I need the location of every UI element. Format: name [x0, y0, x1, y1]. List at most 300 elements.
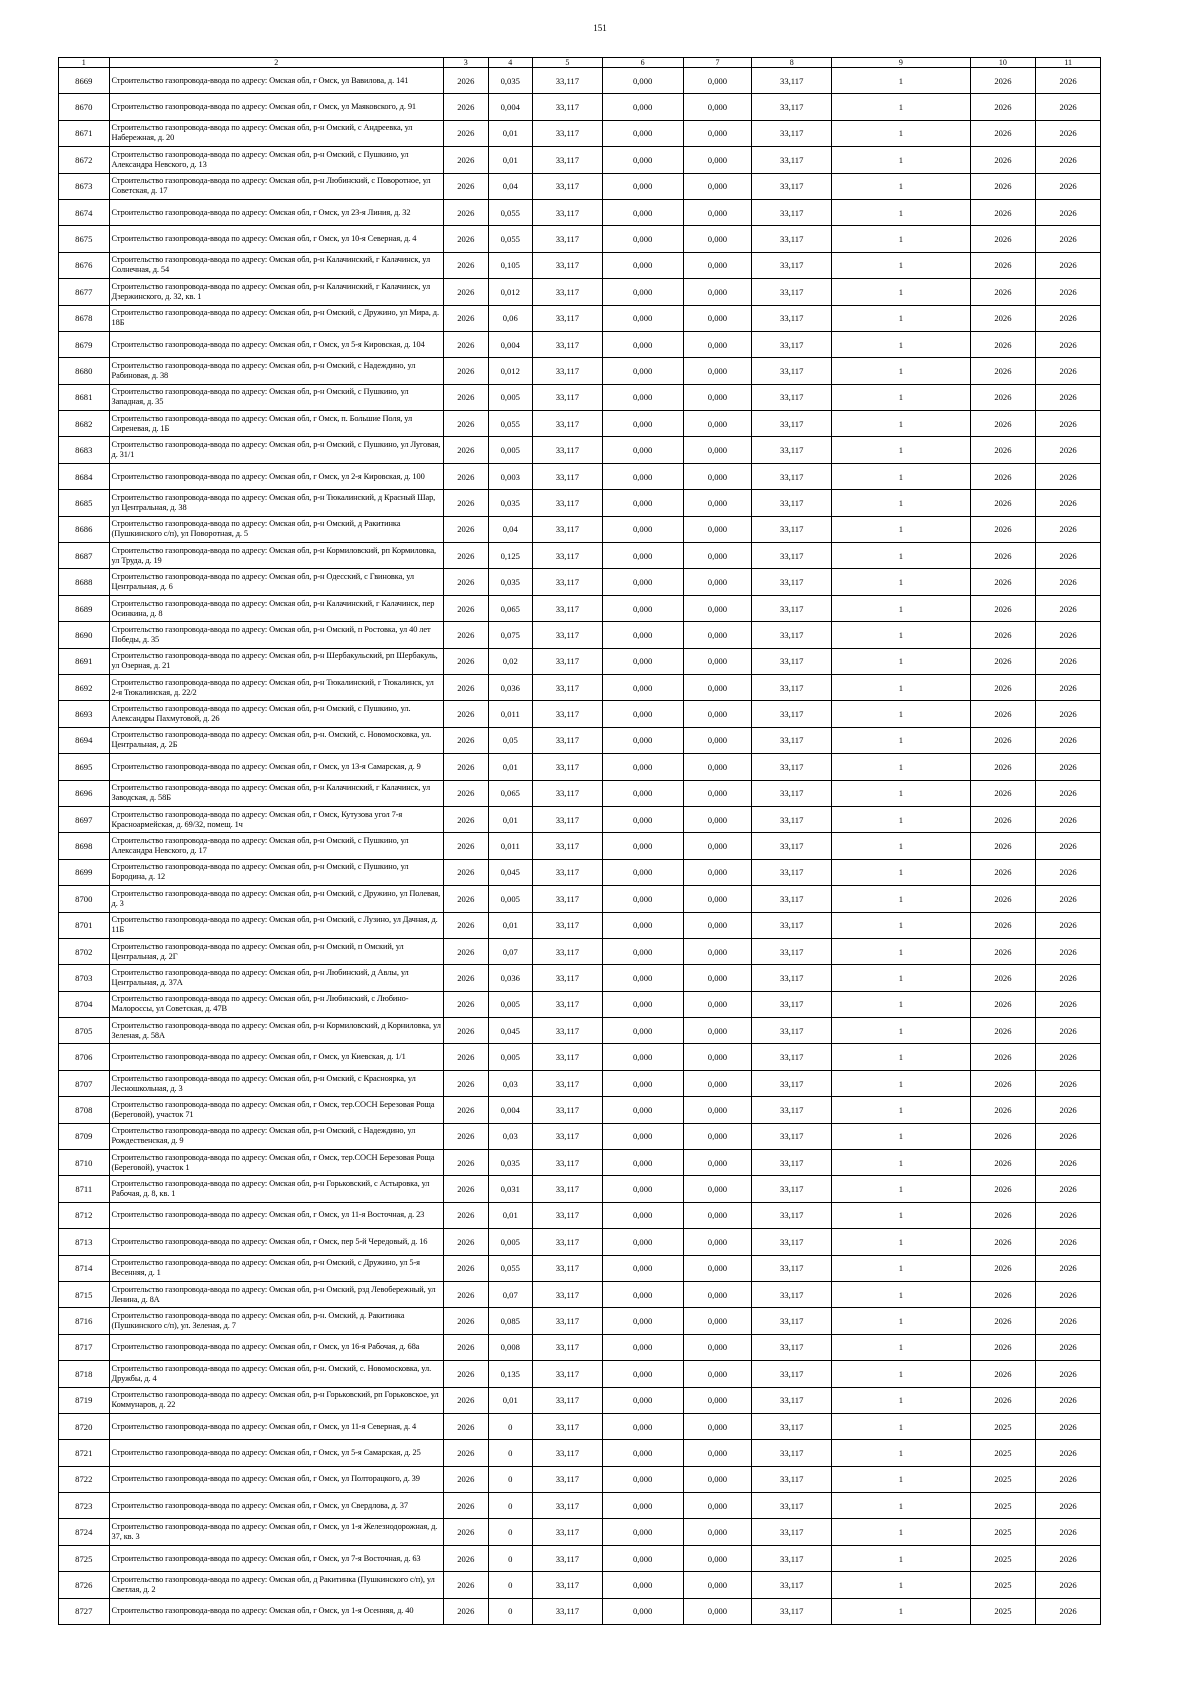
cell-cost-total: 33,117 [533, 648, 603, 674]
cell-cost-c: 33,117 [752, 490, 832, 516]
cell-year: 2026 [444, 1572, 488, 1598]
cell-count: 1 [832, 1545, 970, 1571]
cell-description: Строительство газопровода-ввода по адресу: Омская обл, р-н Калачинский, г Калачинск, ул Дзержинского, д. 32, кв. 1 [109, 279, 444, 305]
cell-cost-a: 0,000 [602, 886, 683, 912]
cell-end-year: 2026 [1036, 569, 1101, 595]
cell-description: Строительство газопровода-ввода по адресу: Омская обл, г Омск, ул 23-я Линия, д. 32 [109, 199, 444, 225]
cell-year: 2026 [444, 516, 488, 542]
cell-count: 1 [832, 1440, 970, 1466]
cell-count: 1 [832, 252, 970, 278]
cell-cost-total: 33,117 [533, 727, 603, 753]
cell-count: 1 [832, 833, 970, 859]
cell-end-year: 2026 [1036, 331, 1101, 357]
cell-row-number: 8716 [59, 1308, 110, 1334]
cell-row-number: 8691 [59, 648, 110, 674]
table-row [59, 806, 1101, 832]
cell-cost-a: 0,000 [602, 516, 683, 542]
cell-cost-total: 33,117 [533, 1361, 603, 1387]
table-row [59, 622, 1101, 648]
cell-cost-a: 0,000 [602, 1018, 683, 1044]
cell-cost-c: 33,117 [752, 199, 832, 225]
cell-year: 2026 [444, 1018, 488, 1044]
cell-length: 0,011 [488, 833, 532, 859]
cell-start-year: 2025 [970, 1519, 1036, 1545]
table-row [59, 1308, 1101, 1334]
cell-count: 1 [832, 1466, 970, 1492]
table-row [59, 331, 1101, 357]
header-cell-7: 7 [683, 58, 752, 68]
cell-year: 2026 [444, 1281, 488, 1307]
cell-cost-a: 0,000 [602, 1202, 683, 1228]
table-row [59, 1281, 1101, 1307]
cell-length: 0,04 [488, 173, 532, 199]
cell-start-year: 2026 [970, 1255, 1036, 1281]
cell-count: 1 [832, 912, 970, 938]
cell-start-year: 2026 [970, 754, 1036, 780]
cell-end-year: 2026 [1036, 1070, 1101, 1096]
cell-row-number: 8720 [59, 1413, 110, 1439]
cell-cost-c: 33,117 [752, 622, 832, 648]
cell-start-year: 2026 [970, 1308, 1036, 1334]
cell-cost-a: 0,000 [602, 912, 683, 938]
cell-description: Строительство газопровода-ввода по адресу: Омская обл, р-н Шербакульский, рп Шербакуль, ул Озерная, д. 21 [109, 648, 444, 674]
cell-length: 0,003 [488, 463, 532, 489]
cell-cost-total: 33,117 [533, 674, 603, 700]
cell-cost-b: 0,000 [683, 94, 752, 120]
cell-count: 1 [832, 701, 970, 727]
cell-count: 1 [832, 331, 970, 357]
cell-cost-total: 33,117 [533, 595, 603, 621]
cell-cost-b: 0,000 [683, 1150, 752, 1176]
cell-cost-b: 0,000 [683, 701, 752, 727]
table-row [59, 358, 1101, 384]
cell-cost-b: 0,000 [683, 1308, 752, 1334]
cell-cost-a: 0,000 [602, 806, 683, 832]
cell-cost-c: 33,117 [752, 1097, 832, 1123]
cell-cost-c: 33,117 [752, 94, 832, 120]
cell-description: Строительство газопровода-ввода по адресу: Омская обл, д Ракитинка (Пушкинского с/п), ул Светлая, д. 2 [109, 1572, 444, 1598]
cell-length: 0 [488, 1598, 532, 1624]
cell-length: 0,035 [488, 490, 532, 516]
cell-cost-b: 0,000 [683, 490, 752, 516]
header-cell-5: 5 [533, 58, 603, 68]
cell-count: 1 [832, 595, 970, 621]
cell-cost-c: 33,117 [752, 965, 832, 991]
cell-row-number: 8721 [59, 1440, 110, 1466]
cell-end-year: 2026 [1036, 1413, 1101, 1439]
cell-start-year: 2026 [970, 727, 1036, 753]
cell-cost-b: 0,000 [683, 938, 752, 964]
cell-row-number: 8678 [59, 305, 110, 331]
cell-cost-b: 0,000 [683, 674, 752, 700]
cell-end-year: 2026 [1036, 1176, 1101, 1202]
cell-cost-total: 33,117 [533, 622, 603, 648]
cell-cost-b: 0,000 [683, 411, 752, 437]
cell-start-year: 2026 [970, 1018, 1036, 1044]
cell-end-year: 2026 [1036, 120, 1101, 146]
cell-cost-b: 0,000 [683, 1466, 752, 1492]
cell-cost-b: 0,000 [683, 1097, 752, 1123]
cell-year: 2026 [444, 833, 488, 859]
cell-year: 2026 [444, 622, 488, 648]
cell-end-year: 2026 [1036, 1255, 1101, 1281]
cell-cost-total: 33,117 [533, 938, 603, 964]
cell-year: 2026 [444, 226, 488, 252]
cell-cost-a: 0,000 [602, 384, 683, 410]
cell-cost-a: 0,000 [602, 965, 683, 991]
cell-year: 2026 [444, 331, 488, 357]
cell-cost-a: 0,000 [602, 1070, 683, 1096]
cell-description: Строительство газопровода-ввода по адресу: Омская обл, г Омск, ул 5-я Кировская, д. 104 [109, 331, 444, 357]
cell-start-year: 2026 [970, 384, 1036, 410]
cell-length: 0,03 [488, 1070, 532, 1096]
table-row [59, 516, 1101, 542]
table-row [59, 1466, 1101, 1492]
table-row [59, 727, 1101, 753]
cell-year: 2026 [444, 1466, 488, 1492]
cell-cost-total: 33,117 [533, 199, 603, 225]
cell-cost-c: 33,117 [752, 1440, 832, 1466]
cell-cost-b: 0,000 [683, 120, 752, 146]
cell-cost-a: 0,000 [602, 437, 683, 463]
table-row [59, 1493, 1101, 1519]
table-row [59, 199, 1101, 225]
cell-count: 1 [832, 1176, 970, 1202]
cell-cost-c: 33,117 [752, 1334, 832, 1360]
cell-cost-c: 33,117 [752, 1545, 832, 1571]
cell-count: 1 [832, 1202, 970, 1228]
cell-row-number: 8686 [59, 516, 110, 542]
cell-row-number: 8700 [59, 886, 110, 912]
cell-cost-total: 33,117 [533, 490, 603, 516]
cell-cost-c: 33,117 [752, 780, 832, 806]
cell-count: 1 [832, 727, 970, 753]
cell-end-year: 2026 [1036, 780, 1101, 806]
cell-length: 0 [488, 1413, 532, 1439]
cell-cost-b: 0,000 [683, 780, 752, 806]
cell-cost-c: 33,117 [752, 595, 832, 621]
cell-start-year: 2026 [970, 648, 1036, 674]
cell-cost-a: 0,000 [602, 305, 683, 331]
table-row [59, 1150, 1101, 1176]
cell-length: 0,04 [488, 516, 532, 542]
cell-cost-total: 33,117 [533, 516, 603, 542]
cell-cost-b: 0,000 [683, 226, 752, 252]
table-row [59, 279, 1101, 305]
cell-end-year: 2026 [1036, 674, 1101, 700]
cell-length: 0,035 [488, 569, 532, 595]
cell-cost-total: 33,117 [533, 886, 603, 912]
cell-description: Строительство газопровода-ввода по адресу: Омская обл, р-н Любинский, д Авлы, ул Центральная, д. 37А [109, 965, 444, 991]
cell-row-number: 8695 [59, 754, 110, 780]
cell-year: 2026 [444, 490, 488, 516]
cell-row-number: 8704 [59, 991, 110, 1017]
cell-count: 1 [832, 1413, 970, 1439]
cell-cost-c: 33,117 [752, 1308, 832, 1334]
cell-row-number: 8682 [59, 411, 110, 437]
cell-row-number: 8673 [59, 173, 110, 199]
cell-length: 0,075 [488, 622, 532, 648]
cell-count: 1 [832, 1018, 970, 1044]
cell-cost-b: 0,000 [683, 1572, 752, 1598]
cell-description: Строительство газопровода-ввода по адресу: Омская обл, р-н Омский, с Пушкино, ул. Александры Пахмутовой, д. 26 [109, 701, 444, 727]
cell-year: 2026 [444, 199, 488, 225]
cell-cost-b: 0,000 [683, 806, 752, 832]
cell-cost-b: 0,000 [683, 1123, 752, 1149]
cell-cost-b: 0,000 [683, 68, 752, 94]
cell-cost-c: 33,117 [752, 569, 832, 595]
cell-cost-c: 33,117 [752, 674, 832, 700]
cell-start-year: 2026 [970, 199, 1036, 225]
cell-length: 0,01 [488, 147, 532, 173]
cell-length: 0,036 [488, 965, 532, 991]
cell-cost-total: 33,117 [533, 358, 603, 384]
cell-description: Строительство газопровода-ввода по адресу: Омская обл, р-н Омский, с Пушкино, ул Александра Невского, д. 13 [109, 147, 444, 173]
cell-start-year: 2025 [970, 1493, 1036, 1519]
cell-year: 2026 [444, 1044, 488, 1070]
cell-cost-b: 0,000 [683, 1176, 752, 1202]
cell-cost-b: 0,000 [683, 991, 752, 1017]
cell-cost-c: 33,117 [752, 912, 832, 938]
cell-end-year: 2026 [1036, 1308, 1101, 1334]
table-row [59, 1070, 1101, 1096]
cell-cost-a: 0,000 [602, 1281, 683, 1307]
cell-cost-b: 0,000 [683, 384, 752, 410]
table-row [59, 1361, 1101, 1387]
table-row [59, 1123, 1101, 1149]
table-row [59, 1097, 1101, 1123]
cell-row-number: 8693 [59, 701, 110, 727]
cell-count: 1 [832, 938, 970, 964]
cell-year: 2026 [444, 727, 488, 753]
cell-end-year: 2026 [1036, 754, 1101, 780]
cell-count: 1 [832, 120, 970, 146]
cell-cost-total: 33,117 [533, 1097, 603, 1123]
table-row [59, 1545, 1101, 1571]
cell-cost-a: 0,000 [602, 279, 683, 305]
cell-cost-b: 0,000 [683, 754, 752, 780]
cell-row-number: 8699 [59, 859, 110, 885]
table-row [59, 543, 1101, 569]
table-row [59, 147, 1101, 173]
cell-row-number: 8696 [59, 780, 110, 806]
cell-cost-a: 0,000 [602, 1176, 683, 1202]
cell-year: 2026 [444, 305, 488, 331]
cell-cost-c: 33,117 [752, 305, 832, 331]
cell-count: 1 [832, 1097, 970, 1123]
cell-cost-total: 33,117 [533, 1018, 603, 1044]
cell-cost-total: 33,117 [533, 1387, 603, 1413]
cell-cost-total: 33,117 [533, 1598, 603, 1624]
cell-description: Строительство газопровода-ввода по адресу: Омская обл, р-н Омский, с Пушкино, ул Луговая, д. 31/1 [109, 437, 444, 463]
cell-row-number: 8697 [59, 806, 110, 832]
cell-start-year: 2026 [970, 780, 1036, 806]
cell-cost-total: 33,117 [533, 1572, 603, 1598]
cell-cost-b: 0,000 [683, 859, 752, 885]
cell-cost-b: 0,000 [683, 1387, 752, 1413]
cell-cost-c: 33,117 [752, 1519, 832, 1545]
cell-start-year: 2026 [970, 411, 1036, 437]
cell-cost-b: 0,000 [683, 727, 752, 753]
cell-cost-a: 0,000 [602, 1229, 683, 1255]
cell-cost-c: 33,117 [752, 147, 832, 173]
cell-length: 0,031 [488, 1176, 532, 1202]
cell-start-year: 2026 [970, 806, 1036, 832]
table-row [59, 1387, 1101, 1413]
cell-description: Строительство газопровода-ввода по адресу: Омская обл, р-н Калачинский, г Калачинск, ул Солнечная, д. 54 [109, 252, 444, 278]
cell-year: 2026 [444, 806, 488, 832]
cell-cost-a: 0,000 [602, 1255, 683, 1281]
cell-cost-c: 33,117 [752, 1176, 832, 1202]
table-row [59, 912, 1101, 938]
cell-start-year: 2025 [970, 1545, 1036, 1571]
cell-length: 0 [488, 1466, 532, 1492]
cell-count: 1 [832, 358, 970, 384]
cell-year: 2026 [444, 912, 488, 938]
cell-cost-c: 33,117 [752, 1361, 832, 1387]
cell-end-year: 2026 [1036, 648, 1101, 674]
cell-year: 2026 [444, 701, 488, 727]
cell-row-number: 8677 [59, 279, 110, 305]
cell-end-year: 2026 [1036, 1598, 1101, 1624]
cell-cost-a: 0,000 [602, 1440, 683, 1466]
cell-start-year: 2026 [970, 226, 1036, 252]
cell-count: 1 [832, 1308, 970, 1334]
cell-count: 1 [832, 226, 970, 252]
cell-description: Строительство газопровода-ввода по адресу: Омская обл, г Омск, ул 1-я Осенняя, д. 40 [109, 1598, 444, 1624]
cell-length: 0,03 [488, 1123, 532, 1149]
cell-count: 1 [832, 463, 970, 489]
cell-end-year: 2026 [1036, 965, 1101, 991]
table-row [59, 938, 1101, 964]
table-row [59, 490, 1101, 516]
cell-length: 0,005 [488, 384, 532, 410]
cell-cost-total: 33,117 [533, 1466, 603, 1492]
table-row [59, 569, 1101, 595]
cell-cost-total: 33,117 [533, 1070, 603, 1096]
cell-cost-c: 33,117 [752, 463, 832, 489]
cell-description: Строительство газопровода-ввода по адресу: Омская обл, г Омск, ул 13-я Самарская, д. 9 [109, 754, 444, 780]
cell-count: 1 [832, 543, 970, 569]
cell-description: Строительство газопровода-ввода по адресу: Омская обл, р-н Горьковский, рп Горьковское, ул Коммунаров, д. 22 [109, 1387, 444, 1413]
table-row [59, 1176, 1101, 1202]
cell-description: Строительство газопровода-ввода по адресу: Омская обл, г Омск, ул 10-я Северная, д. 4 [109, 226, 444, 252]
cell-end-year: 2026 [1036, 727, 1101, 753]
cell-cost-a: 0,000 [602, 648, 683, 674]
cell-row-number: 8717 [59, 1334, 110, 1360]
cell-cost-a: 0,000 [602, 147, 683, 173]
cell-end-year: 2026 [1036, 358, 1101, 384]
cell-year: 2026 [444, 1070, 488, 1096]
cell-year: 2026 [444, 463, 488, 489]
cell-start-year: 2026 [970, 622, 1036, 648]
cell-cost-c: 33,117 [752, 1202, 832, 1228]
cell-count: 1 [832, 147, 970, 173]
cell-start-year: 2026 [970, 543, 1036, 569]
header-cell-8: 8 [752, 58, 832, 68]
cell-start-year: 2026 [970, 991, 1036, 1017]
cell-count: 1 [832, 1387, 970, 1413]
cell-year: 2026 [444, 1519, 488, 1545]
cell-length: 0,06 [488, 305, 532, 331]
cell-row-number: 8711 [59, 1176, 110, 1202]
cell-length: 0,055 [488, 226, 532, 252]
cell-end-year: 2026 [1036, 1334, 1101, 1360]
cell-row-number: 8675 [59, 226, 110, 252]
cell-description: Строительство газопровода-ввода по адресу: Омская обл, г Омск, ул 1-я Железнодорожная, д. 37, кв. 3 [109, 1519, 444, 1545]
cell-cost-a: 0,000 [602, 226, 683, 252]
cell-description: Строительство газопровода-ввода по адресу: Омская обл, р-н Омский, п Ростовка, ул 40 лет Победы, д. 35 [109, 622, 444, 648]
table-row [59, 226, 1101, 252]
cell-start-year: 2026 [970, 120, 1036, 146]
cell-cost-b: 0,000 [683, 1493, 752, 1519]
cell-year: 2026 [444, 1334, 488, 1360]
cell-description: Строительство газопровода-ввода по адресу: Омская обл, р-н Любинский, с Поворотное, ул Советская, д. 17 [109, 173, 444, 199]
cell-cost-a: 0,000 [602, 674, 683, 700]
cell-length: 0,055 [488, 199, 532, 225]
cell-start-year: 2026 [970, 595, 1036, 621]
cell-cost-a: 0,000 [602, 68, 683, 94]
cell-length: 0,01 [488, 806, 532, 832]
table-row [59, 701, 1101, 727]
cell-count: 1 [832, 754, 970, 780]
cell-cost-total: 33,117 [533, 1519, 603, 1545]
table-row [59, 252, 1101, 278]
table-row [59, 833, 1101, 859]
cell-description: Строительство газопровода-ввода по адресу: Омская обл, г Омск, ул 11-я Восточная, д. 23 [109, 1202, 444, 1228]
cell-end-year: 2026 [1036, 1572, 1101, 1598]
cell-description: Строительство газопровода-ввода по адресу: Омская обл, р-н Омский, с Лузино, ул Дачная, д. 11Б [109, 912, 444, 938]
cell-cost-total: 33,117 [533, 991, 603, 1017]
table-row [59, 674, 1101, 700]
cell-start-year: 2026 [970, 305, 1036, 331]
cell-year: 2026 [444, 1176, 488, 1202]
cell-count: 1 [832, 859, 970, 885]
cell-year: 2026 [444, 1493, 488, 1519]
cell-cost-b: 0,000 [683, 463, 752, 489]
cell-start-year: 2026 [970, 938, 1036, 964]
cell-end-year: 2026 [1036, 463, 1101, 489]
cell-description: Строительство газопровода-ввода по адресу: Омская обл, р-н Кормиловский, рп Кормиловка, ул Труда, д. 19 [109, 543, 444, 569]
cell-cost-total: 33,117 [533, 1202, 603, 1228]
cell-end-year: 2026 [1036, 1493, 1101, 1519]
cell-count: 1 [832, 1229, 970, 1255]
cell-count: 1 [832, 1519, 970, 1545]
table-row [59, 68, 1101, 94]
cell-count: 1 [832, 806, 970, 832]
cell-end-year: 2026 [1036, 279, 1101, 305]
cell-cost-b: 0,000 [683, 912, 752, 938]
table-row [59, 463, 1101, 489]
cell-cost-total: 33,117 [533, 1044, 603, 1070]
cell-start-year: 2026 [970, 886, 1036, 912]
cell-cost-a: 0,000 [602, 1519, 683, 1545]
cell-cost-a: 0,000 [602, 701, 683, 727]
cell-row-number: 8670 [59, 94, 110, 120]
cell-length: 0,005 [488, 1229, 532, 1255]
cell-length: 0,055 [488, 1255, 532, 1281]
cell-year: 2026 [444, 965, 488, 991]
cell-description: Строительство газопровода-ввода по адресу: Омская обл, р-н Омский, рзд Левобережный, ул Ленина, д. 8А [109, 1281, 444, 1307]
cell-cost-a: 0,000 [602, 490, 683, 516]
cell-length: 0,008 [488, 1334, 532, 1360]
cell-row-number: 8708 [59, 1097, 110, 1123]
cell-year: 2026 [444, 569, 488, 595]
cell-end-year: 2026 [1036, 938, 1101, 964]
cell-row-number: 8727 [59, 1598, 110, 1624]
cell-row-number: 8705 [59, 1018, 110, 1044]
cell-length: 0,085 [488, 1308, 532, 1334]
